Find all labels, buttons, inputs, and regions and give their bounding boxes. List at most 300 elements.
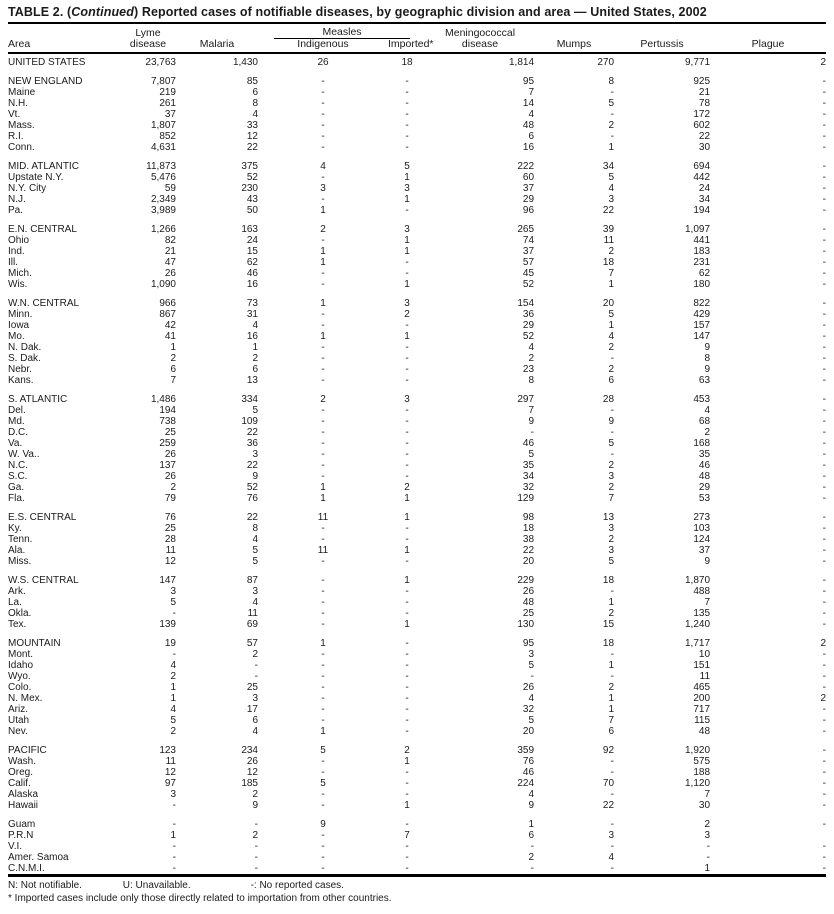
value-cell: 5,476 bbox=[150, 172, 176, 183]
area-cell: Nebr. bbox=[8, 364, 32, 375]
value-cell: 602 bbox=[693, 120, 711, 131]
value-cell: - bbox=[321, 608, 325, 619]
value-cell: 3 bbox=[252, 586, 258, 597]
value-cell: 11 bbox=[165, 545, 176, 556]
value-cell: 230 bbox=[241, 183, 258, 194]
table-row bbox=[8, 789, 826, 800]
value-cell: 1 bbox=[404, 493, 410, 504]
value-cell: 57 bbox=[246, 638, 258, 649]
area-cell: Ohio bbox=[8, 235, 30, 246]
value-cell: 76 bbox=[246, 493, 258, 504]
value-cell: - bbox=[321, 142, 325, 153]
header-measles-group bbox=[258, 24, 426, 39]
value-cell: 9 bbox=[528, 416, 535, 427]
value-cell: 925 bbox=[693, 76, 711, 87]
value-cell: 694 bbox=[693, 161, 711, 172]
value-cell: 62 bbox=[698, 268, 711, 279]
table-row bbox=[8, 863, 826, 876]
value-cell: 2 bbox=[252, 789, 258, 800]
value-cell: - bbox=[405, 586, 409, 597]
header-meningococcal-top: Meningococcal bbox=[444, 27, 516, 39]
area-cell: Ky. bbox=[8, 523, 22, 534]
value-cell: 1 bbox=[704, 863, 711, 874]
value-cell: - bbox=[610, 87, 615, 98]
value-cell: 1 bbox=[608, 704, 615, 715]
value-cell: 1 bbox=[608, 320, 615, 331]
table-row bbox=[8, 309, 826, 320]
value-cell: 6 bbox=[608, 375, 615, 386]
area-cell: Iowa bbox=[8, 320, 30, 331]
value-cell: - bbox=[321, 405, 325, 416]
area-cell: Va. bbox=[8, 438, 23, 449]
value-cell: 375 bbox=[241, 161, 258, 172]
value-cell: 1,090 bbox=[150, 279, 176, 290]
value-cell: - bbox=[321, 671, 325, 682]
value-cell: 22 bbox=[698, 131, 711, 142]
value-cell: - bbox=[822, 235, 827, 246]
table-row bbox=[8, 682, 826, 693]
value-cell: - bbox=[405, 863, 409, 874]
table-row bbox=[8, 767, 826, 778]
value-cell: 867 bbox=[159, 309, 176, 320]
value-cell: 2 bbox=[608, 482, 615, 493]
value-cell: 22 bbox=[602, 800, 615, 811]
value-cell: 234 bbox=[241, 745, 258, 756]
area-cell: Alaska bbox=[8, 789, 39, 800]
value-cell: 68 bbox=[698, 416, 711, 427]
value-cell: 2 bbox=[608, 120, 615, 131]
table-row bbox=[8, 556, 826, 567]
value-cell: 194 bbox=[159, 405, 176, 416]
value-cell: - bbox=[321, 789, 325, 800]
value-cell: - bbox=[321, 416, 325, 427]
value-cell: 46 bbox=[698, 460, 711, 471]
value-cell: 1 bbox=[320, 482, 326, 493]
value-cell: 82 bbox=[164, 235, 176, 246]
value-cell: 465 bbox=[693, 682, 711, 693]
area-cell: PACIFIC bbox=[8, 745, 47, 756]
value-cell: 130 bbox=[517, 619, 535, 630]
value-cell: 22 bbox=[522, 545, 535, 556]
value-cell: - bbox=[610, 649, 615, 660]
area-cell: Okla. bbox=[8, 608, 32, 619]
value-cell: 10 bbox=[698, 649, 711, 660]
value-cell: - bbox=[610, 767, 615, 778]
value-cell: 2 bbox=[170, 671, 176, 682]
area-cell: Ariz. bbox=[8, 704, 28, 715]
table-title bbox=[8, 5, 826, 24]
value-cell: 23,763 bbox=[145, 57, 176, 68]
area-cell: N. Mex. bbox=[8, 693, 43, 704]
area-cell: Maine bbox=[8, 87, 36, 98]
value-cell: - bbox=[822, 575, 827, 586]
table-row bbox=[8, 830, 826, 841]
table-row bbox=[8, 841, 826, 852]
value-cell: 6 bbox=[252, 87, 258, 98]
value-cell: - bbox=[321, 342, 325, 353]
value-cell: 28 bbox=[164, 534, 176, 545]
value-cell: 1 bbox=[404, 246, 410, 257]
value-cell: 12 bbox=[246, 767, 258, 778]
area-cell: E.S. CENTRAL bbox=[8, 512, 77, 523]
value-cell: 3 bbox=[404, 224, 410, 235]
table-row bbox=[8, 194, 826, 205]
value-cell: 18 bbox=[401, 57, 413, 68]
header-spacer bbox=[710, 24, 826, 39]
table-row bbox=[8, 660, 826, 671]
value-cell: 1 bbox=[608, 660, 615, 671]
value-cell: 359 bbox=[517, 745, 535, 756]
value-cell: 6 bbox=[608, 726, 615, 737]
table-row bbox=[8, 649, 826, 660]
value-cell: 95 bbox=[522, 638, 535, 649]
value-cell: 7 bbox=[528, 87, 535, 98]
value-cell: 52 bbox=[522, 331, 535, 342]
table-row bbox=[8, 630, 826, 649]
value-cell: 70 bbox=[602, 778, 615, 789]
header-meningococcal-bottom: disease bbox=[426, 39, 534, 53]
value-cell: - bbox=[822, 523, 827, 534]
value-cell: 270 bbox=[597, 57, 615, 68]
value-cell: - bbox=[321, 597, 325, 608]
value-cell: 4 bbox=[252, 534, 258, 545]
area-cell: Oreg. bbox=[8, 767, 34, 778]
value-cell: 24 bbox=[698, 183, 711, 194]
value-cell: 9 bbox=[320, 819, 326, 830]
value-cell: 2 bbox=[608, 682, 615, 693]
value-cell: - bbox=[405, 87, 409, 98]
area-cell: Mass. bbox=[8, 120, 35, 131]
value-cell: - bbox=[405, 320, 409, 331]
value-cell: - bbox=[822, 726, 827, 737]
value-cell: - bbox=[321, 767, 325, 778]
table-row bbox=[8, 342, 826, 353]
area-cell: Tex. bbox=[8, 619, 27, 630]
value-cell: 259 bbox=[159, 438, 176, 449]
table-row bbox=[8, 246, 826, 257]
value-cell: 35 bbox=[522, 460, 535, 471]
value-cell: 25 bbox=[164, 427, 176, 438]
value-cell: 12 bbox=[246, 131, 258, 142]
value-cell: 2 bbox=[608, 246, 615, 257]
value-cell: 273 bbox=[693, 512, 711, 523]
value-cell: 1,486 bbox=[150, 394, 176, 405]
value-cell: - bbox=[822, 482, 827, 493]
value-cell: - bbox=[822, 556, 827, 567]
header-pertussis: Pertussis bbox=[614, 39, 710, 53]
value-cell: 60 bbox=[522, 172, 535, 183]
value-cell: - bbox=[405, 142, 409, 153]
header-spacer bbox=[614, 24, 710, 39]
value-cell: 38 bbox=[522, 534, 535, 545]
value-cell: - bbox=[822, 682, 827, 693]
header-spacer bbox=[8, 24, 120, 39]
table-row bbox=[8, 98, 826, 109]
value-cell: 222 bbox=[517, 161, 535, 172]
value-cell: 3 bbox=[704, 830, 711, 841]
table-title-continued: Continued bbox=[71, 5, 134, 19]
value-cell: - bbox=[822, 320, 827, 331]
value-cell: - bbox=[254, 852, 258, 863]
value-cell: 172 bbox=[693, 109, 711, 120]
table-row bbox=[8, 320, 826, 331]
value-cell: 9 bbox=[528, 800, 535, 811]
value-cell: 1 bbox=[170, 830, 176, 841]
table-row bbox=[8, 693, 826, 704]
value-cell: 4 bbox=[252, 320, 258, 331]
table-row bbox=[8, 375, 826, 386]
value-cell: - bbox=[822, 778, 827, 789]
value-cell: 5 bbox=[608, 98, 615, 109]
value-cell: - bbox=[530, 863, 535, 874]
value-cell: - bbox=[405, 767, 409, 778]
value-cell: 97 bbox=[164, 778, 176, 789]
value-cell: 9 bbox=[704, 342, 711, 353]
value-cell: - bbox=[822, 120, 827, 131]
value-cell: - bbox=[405, 405, 409, 416]
value-cell: - bbox=[405, 819, 409, 830]
value-cell: - bbox=[405, 438, 409, 449]
value-cell: - bbox=[405, 523, 409, 534]
value-cell: - bbox=[822, 512, 827, 523]
value-cell: 334 bbox=[241, 394, 258, 405]
value-cell: - bbox=[822, 449, 827, 460]
value-cell: - bbox=[321, 320, 325, 331]
value-cell: 8 bbox=[528, 375, 535, 386]
value-cell: 6 bbox=[528, 131, 535, 142]
value-cell: 34 bbox=[602, 161, 615, 172]
value-cell: 1,717 bbox=[684, 638, 711, 649]
table-row bbox=[8, 364, 826, 375]
value-cell: - bbox=[610, 756, 615, 767]
value-cell: 9 bbox=[608, 416, 615, 427]
value-cell: - bbox=[321, 427, 325, 438]
table-row bbox=[8, 172, 826, 183]
value-cell: 441 bbox=[693, 235, 711, 246]
value-cell: - bbox=[822, 756, 827, 767]
value-cell: - bbox=[172, 819, 176, 830]
value-cell: 4 bbox=[528, 693, 535, 704]
value-cell: 3 bbox=[252, 449, 258, 460]
value-cell: 852 bbox=[159, 131, 176, 142]
value-cell: - bbox=[822, 87, 827, 98]
value-cell: 9 bbox=[704, 364, 711, 375]
value-cell: 1,814 bbox=[508, 57, 535, 68]
table-row bbox=[8, 726, 826, 737]
value-cell: 18 bbox=[602, 575, 615, 586]
value-cell: - bbox=[254, 671, 258, 682]
value-cell: 4 bbox=[252, 726, 258, 737]
area-cell: Ill. bbox=[8, 257, 18, 268]
value-cell: 1 bbox=[320, 257, 326, 268]
value-cell: - bbox=[321, 830, 325, 841]
value-cell: 48 bbox=[698, 471, 711, 482]
area-cell: P.R.N bbox=[8, 830, 34, 841]
value-cell: 59 bbox=[164, 183, 176, 194]
value-cell: 2 bbox=[170, 726, 176, 737]
value-cell: 1,097 bbox=[684, 224, 711, 235]
area-cell: N.Y. City bbox=[8, 183, 47, 194]
area-cell: MOUNTAIN bbox=[8, 638, 61, 649]
value-cell: - bbox=[822, 257, 827, 268]
area-cell: Calif. bbox=[8, 778, 31, 789]
value-cell: - bbox=[321, 120, 325, 131]
value-cell: 4 bbox=[704, 405, 711, 416]
value-cell: 1 bbox=[170, 693, 176, 704]
table-row bbox=[8, 704, 826, 715]
footnote-legend bbox=[8, 880, 826, 893]
value-cell: - bbox=[405, 416, 409, 427]
value-cell: 8 bbox=[608, 76, 615, 87]
legend-not-notifiable: N: Not notifiable. bbox=[8, 880, 82, 891]
value-cell: - bbox=[822, 852, 827, 863]
table-header bbox=[8, 24, 826, 53]
table-row bbox=[8, 586, 826, 597]
value-cell: 261 bbox=[159, 98, 176, 109]
value-cell: - bbox=[822, 98, 827, 109]
value-cell: - bbox=[321, 841, 325, 852]
table-row bbox=[8, 852, 826, 863]
value-cell: 46 bbox=[246, 268, 258, 279]
value-cell: - bbox=[254, 819, 258, 830]
value-cell: 11,873 bbox=[146, 161, 176, 172]
value-cell: 26 bbox=[317, 57, 329, 68]
value-cell: 2 bbox=[820, 57, 827, 68]
value-cell: 48 bbox=[522, 120, 535, 131]
value-cell: 18 bbox=[602, 257, 615, 268]
value-cell: 23 bbox=[522, 364, 535, 375]
value-cell: - bbox=[321, 471, 325, 482]
value-cell: 96 bbox=[522, 205, 535, 216]
table-row bbox=[8, 331, 826, 342]
value-cell: 183 bbox=[693, 246, 711, 257]
table-row bbox=[8, 68, 826, 87]
value-cell: 63 bbox=[698, 375, 711, 386]
value-cell: 5 bbox=[608, 556, 615, 567]
value-cell: 738 bbox=[159, 416, 176, 427]
value-cell: - bbox=[321, 172, 325, 183]
value-cell: 37 bbox=[698, 545, 711, 556]
header-spacer bbox=[534, 24, 614, 39]
value-cell: - bbox=[405, 638, 409, 649]
area-cell: Ala. bbox=[8, 545, 26, 556]
value-cell: 76 bbox=[522, 756, 535, 767]
value-cell: 4 bbox=[252, 597, 258, 608]
value-cell: 157 bbox=[693, 320, 711, 331]
value-cell: 1 bbox=[608, 693, 615, 704]
value-cell: 26 bbox=[522, 586, 535, 597]
value-cell: 31 bbox=[246, 309, 258, 320]
value-cell: 11 bbox=[317, 545, 329, 556]
table-row bbox=[8, 279, 826, 290]
value-cell: - bbox=[405, 660, 409, 671]
table-row bbox=[8, 800, 826, 811]
value-cell: 8 bbox=[252, 98, 258, 109]
value-cell: - bbox=[822, 619, 827, 630]
value-cell: - bbox=[321, 76, 325, 87]
value-cell: 180 bbox=[693, 279, 711, 290]
value-cell: - bbox=[822, 309, 827, 320]
value-cell: 20 bbox=[602, 298, 615, 309]
table-row bbox=[8, 471, 826, 482]
value-cell: 2,349 bbox=[150, 194, 176, 205]
value-cell: - bbox=[822, 671, 827, 682]
value-cell: 1 bbox=[404, 235, 410, 246]
value-cell: 151 bbox=[693, 660, 711, 671]
value-cell: - bbox=[822, 545, 827, 556]
value-cell: 92 bbox=[602, 745, 615, 756]
value-cell: 16 bbox=[246, 331, 258, 342]
table-row bbox=[8, 778, 826, 789]
header-plague: Plague bbox=[710, 39, 826, 53]
table-row bbox=[8, 545, 826, 556]
value-cell: - bbox=[822, 364, 827, 375]
value-cell: 1 bbox=[404, 331, 410, 342]
value-cell: - bbox=[405, 109, 409, 120]
area-cell: Del. bbox=[8, 405, 26, 416]
value-cell: 3 bbox=[320, 183, 326, 194]
value-cell: 25 bbox=[246, 682, 258, 693]
value-cell: 7 bbox=[704, 789, 711, 800]
value-cell: 429 bbox=[693, 309, 711, 320]
value-cell: 5 bbox=[170, 597, 176, 608]
table-row bbox=[8, 290, 826, 309]
value-cell: - bbox=[172, 608, 176, 619]
area-cell: NEW ENGLAND bbox=[8, 76, 83, 87]
value-cell: 1 bbox=[608, 279, 615, 290]
value-cell: - bbox=[321, 438, 325, 449]
value-cell: 2 bbox=[608, 608, 615, 619]
value-cell: - bbox=[321, 279, 325, 290]
value-cell: 453 bbox=[693, 394, 711, 405]
value-cell: 5 bbox=[528, 660, 535, 671]
area-cell: Upstate N.Y. bbox=[8, 172, 64, 183]
value-cell: - bbox=[822, 493, 827, 504]
area-cell: Md. bbox=[8, 416, 25, 427]
value-cell: 87 bbox=[246, 575, 258, 586]
value-cell: 62 bbox=[246, 257, 258, 268]
value-cell: - bbox=[822, 471, 827, 482]
table-row bbox=[8, 597, 826, 608]
area-cell: R.I. bbox=[8, 131, 24, 142]
table-row bbox=[8, 504, 826, 523]
area-cell: S.C. bbox=[8, 471, 28, 482]
table-row bbox=[8, 53, 826, 68]
value-cell: 53 bbox=[698, 493, 711, 504]
area-cell: Wyo. bbox=[8, 671, 31, 682]
value-cell: 1,120 bbox=[684, 778, 711, 789]
value-cell: 147 bbox=[693, 331, 711, 342]
value-cell: - bbox=[822, 841, 827, 852]
table-row bbox=[8, 811, 826, 830]
area-cell: E.N. CENTRAL bbox=[8, 224, 77, 235]
value-cell: 73 bbox=[246, 298, 258, 309]
value-cell: 2 bbox=[252, 353, 258, 364]
value-cell: 11 bbox=[247, 608, 258, 619]
value-cell: 7 bbox=[608, 493, 615, 504]
value-cell: 48 bbox=[698, 726, 711, 737]
value-cell: - bbox=[172, 863, 176, 874]
value-cell: 5 bbox=[608, 309, 615, 320]
value-cell: - bbox=[610, 671, 615, 682]
value-cell: - bbox=[172, 800, 176, 811]
value-cell: - bbox=[822, 183, 827, 194]
value-cell: 4 bbox=[320, 161, 326, 172]
table-row bbox=[8, 493, 826, 504]
value-cell: 265 bbox=[517, 224, 535, 235]
area-cell: Pa. bbox=[8, 205, 24, 216]
value-cell: 9,771 bbox=[684, 57, 711, 68]
